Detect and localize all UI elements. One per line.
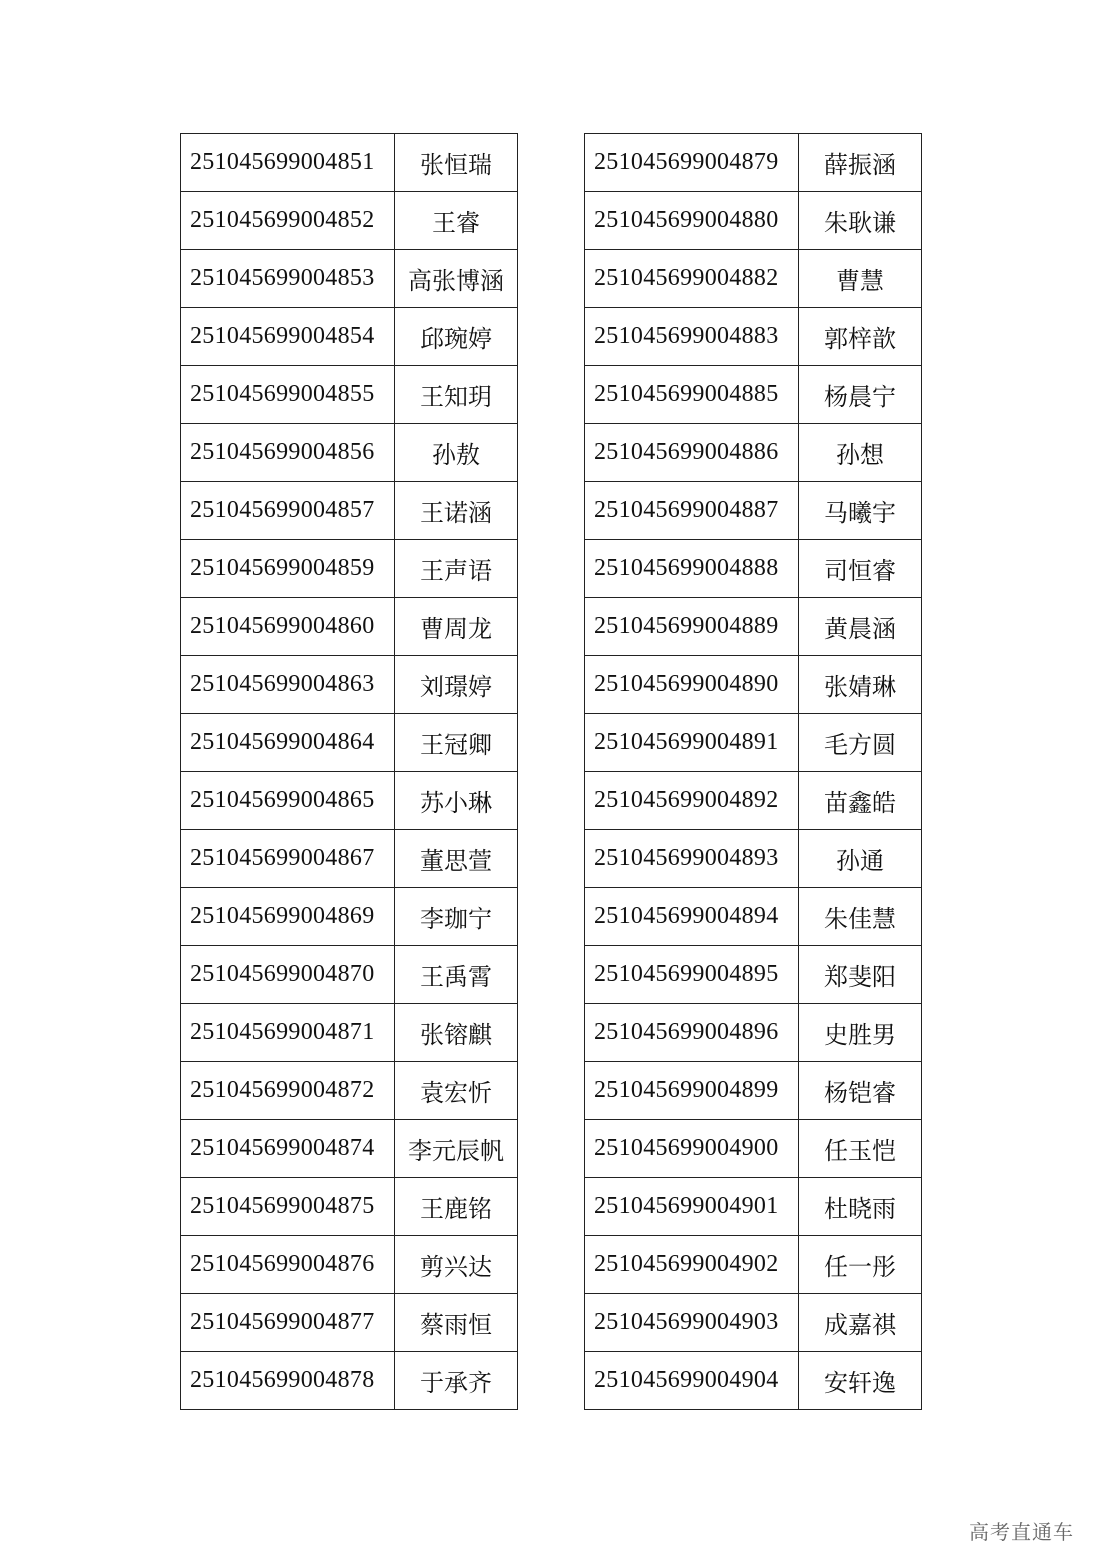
table-row — [181, 424, 518, 482]
table-row — [181, 1294, 518, 1352]
candidate-name-cell: 于承齐 — [395, 1352, 518, 1410]
candidate-id-cell: 251045699004886 — [585, 424, 799, 482]
candidate-id-cell: 251045699004904 — [585, 1352, 799, 1410]
candidate-name-cell: 孙想 — [799, 424, 922, 482]
table-row — [181, 772, 518, 830]
candidate-id-cell: 251045699004871 — [181, 1004, 395, 1062]
candidate-name-cell: 曹周龙 — [395, 598, 518, 656]
candidate-id-cell: 251045699004892 — [585, 772, 799, 830]
candidate-name-cell: 曹慧 — [799, 250, 922, 308]
candidate-id-cell: 251045699004900 — [585, 1120, 799, 1178]
table-row — [585, 482, 922, 540]
candidate-name-cell: 张婧琳 — [799, 656, 922, 714]
candidate-name-cell: 任一彤 — [799, 1236, 922, 1294]
candidate-name-cell: 王鹿铭 — [395, 1178, 518, 1236]
candidate-id-cell: 251045699004870 — [181, 946, 395, 1004]
candidate-id-cell: 251045699004854 — [181, 308, 395, 366]
candidate-id-cell: 251045699004890 — [585, 656, 799, 714]
candidate-name-cell: 刘璟婷 — [395, 656, 518, 714]
left-roster-table — [180, 133, 518, 1410]
candidate-id-cell: 251045699004888 — [585, 540, 799, 598]
candidate-id-cell: 251045699004857 — [181, 482, 395, 540]
candidate-name-cell: 孙通 — [799, 830, 922, 888]
candidate-id-cell: 251045699004896 — [585, 1004, 799, 1062]
candidate-id-cell: 251045699004893 — [585, 830, 799, 888]
table-row — [585, 1236, 922, 1294]
table-row — [585, 1120, 922, 1178]
candidate-id-cell: 251045699004902 — [585, 1236, 799, 1294]
table-row — [585, 772, 922, 830]
candidate-name-cell: 朱耿谦 — [799, 192, 922, 250]
candidate-id-cell: 251045699004852 — [181, 192, 395, 250]
candidate-name-cell: 袁宏忻 — [395, 1062, 518, 1120]
table-row — [181, 598, 518, 656]
candidate-name-cell: 苏小琳 — [395, 772, 518, 830]
candidate-name-cell: 苗鑫皓 — [799, 772, 922, 830]
table-row — [585, 656, 922, 714]
candidate-name-cell: 王冠卿 — [395, 714, 518, 772]
table-row — [585, 714, 922, 772]
candidate-id-cell: 251045699004899 — [585, 1062, 799, 1120]
candidate-id-cell: 251045699004877 — [181, 1294, 395, 1352]
table-row — [181, 714, 518, 772]
candidate-name-cell: 邱琬婷 — [395, 308, 518, 366]
candidate-name-cell: 王禹霄 — [395, 946, 518, 1004]
table-row — [585, 1004, 922, 1062]
candidate-id-cell: 251045699004859 — [181, 540, 395, 598]
candidate-id-cell: 251045699004876 — [181, 1236, 395, 1294]
table-row — [585, 1062, 922, 1120]
candidate-name-cell: 剪兴达 — [395, 1236, 518, 1294]
candidate-name-cell: 黄晨涵 — [799, 598, 922, 656]
table-row — [585, 1352, 922, 1410]
candidate-name-cell: 杨晨宁 — [799, 366, 922, 424]
candidate-name-cell: 杜晓雨 — [799, 1178, 922, 1236]
candidate-name-cell: 董思萱 — [395, 830, 518, 888]
table-row — [585, 598, 922, 656]
table-row — [585, 540, 922, 598]
table-row — [181, 888, 518, 946]
table-row — [181, 540, 518, 598]
table-row — [181, 1062, 518, 1120]
candidate-name-cell: 王睿 — [395, 192, 518, 250]
candidate-name-cell: 郭梓歆 — [799, 308, 922, 366]
table-row — [181, 250, 518, 308]
candidate-id-cell: 251045699004885 — [585, 366, 799, 424]
table-row — [585, 250, 922, 308]
candidate-id-cell: 251045699004856 — [181, 424, 395, 482]
candidate-name-cell: 成嘉祺 — [799, 1294, 922, 1352]
table-row — [585, 192, 922, 250]
candidate-id-cell: 251045699004872 — [181, 1062, 395, 1120]
candidate-id-cell: 251045699004895 — [585, 946, 799, 1004]
candidate-name-cell: 朱佳慧 — [799, 888, 922, 946]
candidate-id-cell: 251045699004880 — [585, 192, 799, 250]
candidate-id-cell: 251045699004863 — [181, 656, 395, 714]
table-row — [585, 946, 922, 1004]
table-row — [181, 656, 518, 714]
right-roster-table — [584, 133, 922, 1410]
candidate-name-cell: 张镕麒 — [395, 1004, 518, 1062]
candidate-id-cell: 251045699004901 — [585, 1178, 799, 1236]
watermark-text: 高考直通车 — [969, 1520, 1074, 1544]
candidate-id-cell: 251045699004875 — [181, 1178, 395, 1236]
table-row — [585, 888, 922, 946]
candidate-id-cell: 251045699004878 — [181, 1352, 395, 1410]
table-row — [585, 1178, 922, 1236]
table-row — [181, 366, 518, 424]
candidate-name-cell: 杨铠睿 — [799, 1062, 922, 1120]
table-row — [181, 1120, 518, 1178]
table-row — [585, 134, 922, 192]
candidate-id-cell: 251045699004903 — [585, 1294, 799, 1352]
candidate-name-cell: 高张博涵 — [395, 250, 518, 308]
candidate-id-cell: 251045699004891 — [585, 714, 799, 772]
candidate-name-cell: 任玉恺 — [799, 1120, 922, 1178]
candidate-id-cell: 251045699004889 — [585, 598, 799, 656]
candidate-name-cell: 王诺涵 — [395, 482, 518, 540]
candidate-name-cell: 安轩逸 — [799, 1352, 922, 1410]
candidate-name-cell: 李珈宁 — [395, 888, 518, 946]
candidate-id-cell: 251045699004855 — [181, 366, 395, 424]
table-row — [181, 134, 518, 192]
candidate-name-cell: 王知玥 — [395, 366, 518, 424]
table-row — [585, 830, 922, 888]
candidate-id-cell: 251045699004860 — [181, 598, 395, 656]
table-row — [585, 1294, 922, 1352]
table-row — [181, 192, 518, 250]
table-row — [181, 1004, 518, 1062]
candidate-name-cell: 孙敖 — [395, 424, 518, 482]
candidate-id-cell: 251045699004865 — [181, 772, 395, 830]
candidate-id-cell: 251045699004853 — [181, 250, 395, 308]
candidate-name-cell: 史胜男 — [799, 1004, 922, 1062]
candidate-id-cell: 251045699004879 — [585, 134, 799, 192]
candidate-name-cell: 司恒睿 — [799, 540, 922, 598]
table-row — [585, 366, 922, 424]
candidate-id-cell: 251045699004894 — [585, 888, 799, 946]
candidate-id-cell: 251045699004864 — [181, 714, 395, 772]
table-row — [181, 1352, 518, 1410]
table-row — [585, 424, 922, 482]
table-row — [181, 1236, 518, 1294]
candidate-name-cell: 马曦宇 — [799, 482, 922, 540]
table-row — [181, 482, 518, 540]
candidate-name-cell: 毛方圆 — [799, 714, 922, 772]
candidate-name-cell: 王声语 — [395, 540, 518, 598]
table-row — [181, 1178, 518, 1236]
candidate-id-cell: 251045699004851 — [181, 134, 395, 192]
candidate-name-cell: 郑斐阳 — [799, 946, 922, 1004]
table-row — [181, 946, 518, 1004]
table-row — [181, 830, 518, 888]
candidate-name-cell: 蔡雨恒 — [395, 1294, 518, 1352]
table-row — [181, 308, 518, 366]
candidate-id-cell: 251045699004882 — [585, 250, 799, 308]
candidate-id-cell: 251045699004869 — [181, 888, 395, 946]
candidate-name-cell: 薛振涵 — [799, 134, 922, 192]
candidate-name-cell: 李元辰帆 — [395, 1120, 518, 1178]
candidate-id-cell: 251045699004887 — [585, 482, 799, 540]
candidate-id-cell: 251045699004883 — [585, 308, 799, 366]
candidate-id-cell: 251045699004874 — [181, 1120, 395, 1178]
table-row — [585, 308, 922, 366]
candidate-id-cell: 251045699004867 — [181, 830, 395, 888]
candidate-name-cell: 张恒瑞 — [395, 134, 518, 192]
